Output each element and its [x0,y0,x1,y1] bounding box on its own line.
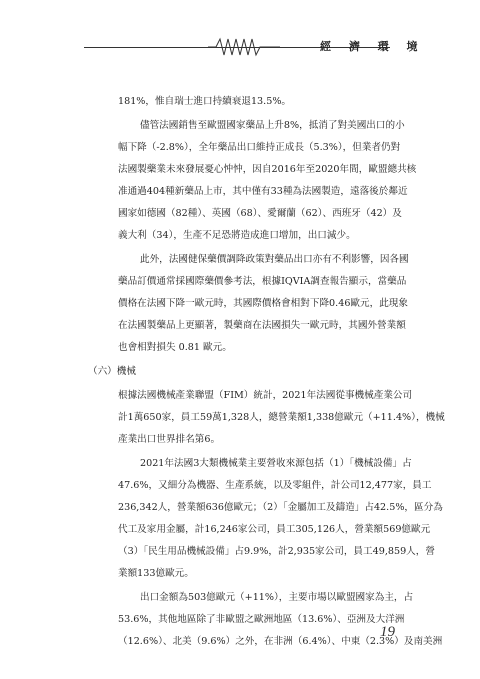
paragraph-line: 53.6%，其他地區除了非歐盟之歐洲地區（13.6%）、亞洲及大洋洲 [118,614,405,625]
paragraph-line: 在法國製藥品上更顯著，製藥商在法國損失一歐元時，其國外營業額 [118,320,406,331]
paragraph-line: 准通過404種新藥品上市，其中僅有33種為法國製造，遠落後於鄰近 [118,186,408,197]
page-number: 19 [380,624,395,640]
paragraph-line: 產業出口世界排名第6。 [118,434,221,445]
paragraph-line: 2021年法國3大類機械業主要營收來源包括（1）「機械設備」占 [140,458,412,469]
paragraph-line: 此外，法國健保藥價調降政策對藥品出口亦有不利影響，因各國 [140,254,409,265]
paragraph-line: 法國製藥業未來發展憂心忡忡，因自2016年至2020年間，歐盟總共核 [118,164,417,175]
paragraph-line: 236,342人，營業額636億歐元；（2）「金屬加工及鑄造」占42.5%，區分為 [118,502,443,513]
pulse-wave-icon [208,36,280,58]
paragraph-line: 幅下降（-2.8%），全年藥品出口維持正成長（5.3%），但業者仍對 [118,142,401,153]
paragraph-line: 藥品訂價通常採國際藥價參考法，根據IQVIA調查報告顯示，當藥品 [118,276,407,287]
paragraph-line: （12.6%）、北美（9.6%）之外，在非洲（6.4%）、中東（2.3%）及南美洲 [118,636,443,647]
header-title: 經 濟 環 境 [320,40,425,53]
paragraph-line: 47.6%，又細分為機器、生產系統，以及零組件，計公司12,477家，員工 [118,480,432,491]
paragraph-line: 業額133億歐元。 [118,568,194,579]
section-heading: （六）機械 [88,366,136,377]
paragraph-line: 國家如德國（82種）、英國（68）、愛爾蘭（62）、西班牙（42）及 [118,208,402,219]
paragraph-line: 義大利（34），生產不足恐將造成進口增加，出口減少。 [118,230,356,241]
paragraph-line: （3）「民生用品機械設備」占9.9%，計2,935家公司，員工49,859人，營 [118,546,435,557]
paragraph-line: 代工及家用金屬，計16,246家公司，員工305,126人，營業額569億歐元 [118,524,431,535]
paragraph-line: 出口金額為503億歐元（+11%），主要市場以歐盟國家為主，占 [140,592,414,603]
paragraph-line: 計1萬650家，員工59萬1,328人，總營業額1,338億歐元（+11.4%），機械 [118,412,445,423]
paragraph-line: 價格在法國下降一歐元時，其國際價格會相對下降0.46歐元，此現象 [118,298,408,309]
paragraph-line: 儘管法國銷售至歐盟國家藥品上升8%，抵消了對美國出口的小 [140,120,405,131]
paragraph-line: 181%，惟自瑞士進口持續衰退13.5%。 [118,96,292,107]
paragraph-line: 也會相對損失 0.81 歐元。 [118,342,232,353]
paragraph-line: 根據法國機械產業聯盟（FIM）統計，2021年法國從事機械產業公司 [118,390,413,401]
